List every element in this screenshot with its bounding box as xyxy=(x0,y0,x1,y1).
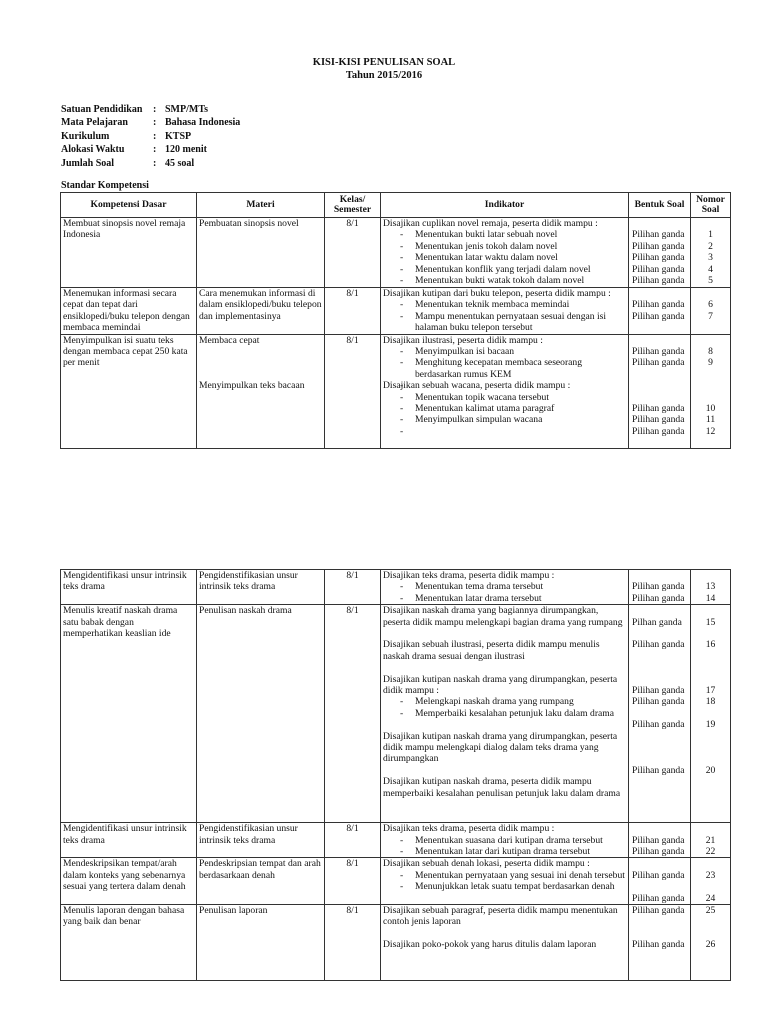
kompetensi-dasar-cell: Mengidentifikasi unsur intrinsik teks drama xyxy=(61,570,197,605)
kompetensi-dasar-cell: Menemukan informasi secara cepat dan tepat dari ensiklopedi/buku telepon dengan membaca memindai xyxy=(61,288,197,335)
kelas-cell: 8/1 xyxy=(325,605,381,823)
materi-cell: Pengidenstifikasian unsur intrinsik teks drama xyxy=(197,570,325,605)
bentuk-soal-cell: Pilhan ganda Pilihan ganda Pilihan ganda Pilihan ganda Pilihan ganda Pilihan ganda xyxy=(629,605,691,823)
list-item: - Menentukan konflik yang terjadi dalam novel xyxy=(383,264,626,275)
indikator-cell: Disajikan sebuah denah lokasi, peserta didik mampu : - Menentukan pernyataan yang sesuai ini denah tersebut - Menunjukkan letak suatu tempat berdasarkan denah xyxy=(381,858,629,905)
header-kelas-semester: Kelas/ Semester xyxy=(325,193,381,218)
nomor-soal-cell: 1 2 3 4 5 xyxy=(691,218,731,288)
list-item: - Menunjukkan letak suatu tempat berdasarkan denah xyxy=(383,881,626,892)
list-item: - Menyimpulkan isi bacaan xyxy=(383,346,626,357)
list-item: - Menentukan latar drama tersebut xyxy=(383,593,626,604)
kisi-kisi-table-page2 xyxy=(60,569,731,981)
kelas-cell: 8/1 xyxy=(325,823,381,858)
materi-cell: Pembuatan sinopsis novel xyxy=(197,218,325,288)
list-item: - Menentukan suasana dari kutipan drama tersebut xyxy=(383,835,626,846)
bentuk-soal-cell: Pilihan ganda Pilihan ganda xyxy=(629,570,691,605)
list-item: - Menentukan jenis tokoh dalam novel xyxy=(383,241,626,252)
identity-row: Satuan Pendidikan : SMP/MTs xyxy=(61,104,208,115)
table-row xyxy=(61,823,731,858)
table-row xyxy=(61,905,731,981)
list-item: - Menentukan bukti latar sebuah novel xyxy=(383,229,626,240)
list-item: - Menyimpulkan simpulan wacana xyxy=(383,414,626,425)
bentuk-soal-cell: Pilihan ganda Pilihan ganda xyxy=(629,288,691,335)
kelas-cell: 8/1 xyxy=(325,905,381,981)
list-item: - Menentukan topik wacana tersebut xyxy=(383,392,626,403)
kompetensi-dasar-cell: Mendeskripsikan tempat/arah dalam konteks yang sebenarnya sesuai yang tertera dalam denah xyxy=(61,858,197,905)
table-row xyxy=(61,605,731,823)
kompetensi-dasar-cell: Menulis laporan dengan bahasa yang baik dan benar xyxy=(61,905,197,981)
indikator-cell: Disajikan cuplikan novel remaja, peserta didik mampu : - Menentukan bukti latar sebuah novel - Menentukan jenis tokoh dalam novel - Menentukan latar waktu dalam novel - Menentukan konflik yang terjadi dalam novel - Menentukan bukti watak tokoh dalam novel xyxy=(381,218,629,288)
bentuk-soal-cell: Pilihan ganda Pilihan ganda xyxy=(629,858,691,905)
kompetensi-dasar-cell: Membuat sinopsis novel remaja Indonesia xyxy=(61,218,197,288)
header-kompetensi-dasar: Kompetensi Dasar xyxy=(61,193,197,218)
materi-cell: Penulisan naskah drama xyxy=(197,605,325,823)
header-nomor-soal: Nomor Soal xyxy=(691,193,731,218)
nomor-soal-cell: 15 16 17 18 19 20 xyxy=(691,605,731,823)
materi-cell: Pendeskripsian tempat dan arah berdasarkaan denah xyxy=(197,858,325,905)
standar-kompetensi-label: Standar Kompetensi xyxy=(61,180,149,191)
table-row xyxy=(61,334,731,448)
bentuk-soal-cell: Pilihan ganda Pilihan ganda Pilihan ganda Pilihan ganda Pilihan ganda xyxy=(629,334,691,448)
bentuk-soal-cell: Pilihan ganda Pilihan ganda Pilihan ganda Pilihan ganda Pilihan ganda xyxy=(629,218,691,288)
bentuk-soal-cell: Pilihan ganda Pilihan ganda xyxy=(629,905,691,981)
indikator-cell: Disajikan kutipan dari buku telepon, peserta didik mampu : - Menentukan teknik membaca memindai - Mampu menentukan pernyataan sesuai dengan isi halaman buku telepon tersebut xyxy=(381,288,629,335)
list-item: - Melengkapi naskah drama yang rumpang xyxy=(383,696,626,707)
kisi-kisi-table-page1 xyxy=(60,192,731,449)
list-item: - Mampu menentukan pernyataan sesuai dengan isi halaman buku telepon tersebut xyxy=(383,311,626,334)
table-row xyxy=(61,570,731,605)
header-bentuk-soal: Bentuk Soal xyxy=(629,193,691,218)
kelas-cell: 8/1 xyxy=(325,288,381,335)
table-header-row xyxy=(61,193,731,218)
nomor-soal-cell: 8 9 10 11 12 xyxy=(691,334,731,448)
list-item: - Menentukan latar dari kutipan drama tersebut xyxy=(383,846,626,857)
nomor-soal-cell: 23 24 xyxy=(691,858,731,905)
table-row xyxy=(61,218,731,288)
bentuk-soal-cell: Pilihan ganda Pilihan ganda xyxy=(629,823,691,858)
indikator-cell: Disajikan ilustrasi, peserta didik mampu : - Menyimpulkan isi bacaan - Menghitung kecepatan membaca seseorang berdasarkan rumus KEM Disajikan sebuah wacana, peserta didik mampu : - Menentukan topik wacana tersebut - Menentukan kalimat utama paragraf - Menyimpulkan simpulan wacana xyxy=(381,334,629,448)
list-item: - Menentukan pernyataan yang sesuai ini denah tersebut xyxy=(383,870,626,881)
kompetensi-dasar-cell: Menulis kreatif naskah drama satu babak dengan memperhatikan keaslian ide xyxy=(61,605,197,823)
indikator-cell: Disajikan teks drama, peserta didik mampu : - Menentukan suasana dari kutipan drama tersebut - Menentukan latar dari kutipan drama tersebut xyxy=(381,823,629,858)
kelas-cell: 8/1 xyxy=(325,858,381,905)
list-item: - Menentukan teknik membaca memindai xyxy=(383,299,626,310)
identity-row: Mata Pelajaran : Bahasa Indonesia xyxy=(61,117,241,129)
list-item: - Menghitung kecepatan membaca seseorang berdasarkan rumus KEM xyxy=(383,357,626,380)
list-item: - Menentukan kalimat utama paragraf xyxy=(383,403,626,414)
kompetensi-dasar-cell: Mengidentifikasi unsur intrinsik teks drama xyxy=(61,823,197,858)
header-materi: Materi xyxy=(197,193,325,218)
kompetensi-dasar-cell: Menyimpulkan isi suatu teks dengan membaca cepat 250 kata per menit xyxy=(61,334,197,448)
materi-cell: Cara menemukan informasi di dalam ensiklopedi/buku telepon dan implementasinya xyxy=(197,288,325,335)
list-item: - Menentukan bukti watak tokoh dalam novel xyxy=(383,275,626,286)
identity-row: Jumlah Soal : 45 soal xyxy=(61,157,195,169)
nomor-soal-cell: 25 26 xyxy=(691,905,731,981)
kelas-cell: 8/1 xyxy=(325,570,381,605)
list-item: - Menentukan latar waktu dalam novel xyxy=(383,252,626,263)
identity-row: Kurikulum : KTSP xyxy=(61,130,192,142)
list-item: - Menentukan tema drama tersebut xyxy=(383,581,626,592)
nomor-soal-cell: 21 22 xyxy=(691,823,731,858)
indikator-cell: Disajikan naskah drama yang bagiannya dirumpangkan, peserta didik mampu melengkapi bagian drama yang rumpang Disajikan sebuah ilustrasi, peserta didik mampu menulis naskah drama sesuai dengan ilustrasi Disajikan kutipan naskah drama yang dirumpangkan, peserta didik mampu : - Melengkapi naskah drama yang rumpang - Memperbaiki kesalahan petunjuk laku dalam drama Disajikan kutipan naskah drama yang dirumpangkan, peserta didik mampu melengkapi dialog dalam teks drama yang dirumpangkan Disajikan kutipan naskah drama, peserta didik mampu memperbaiki kesalahan penulisan petunjuk laku dalam drama xyxy=(381,605,629,823)
indikator-cell: Disajikan teks drama, peserta didik mampu : - Menentukan tema drama tersebut - Menentukan latar drama tersebut xyxy=(381,570,629,605)
kelas-cell: 8/1 xyxy=(325,334,381,448)
materi-cell: Penulisan laporan xyxy=(197,905,325,981)
nomor-soal-cell: 6 7 xyxy=(691,288,731,335)
document-year: Tahun 2015/2016 xyxy=(345,70,423,81)
list-item: - Memperbaiki kesalahan petunjuk laku dalam drama xyxy=(383,708,626,719)
document-title: KISI-KISI PENULISAN SOAL xyxy=(312,57,456,68)
nomor-soal-cell: 13 14 xyxy=(691,570,731,605)
table-row xyxy=(61,858,731,905)
materi-cell: Membaca cepat Menyimpulkan teks bacaan xyxy=(197,334,325,448)
identity-row: Alokasi Waktu : 120 menit xyxy=(61,144,207,156)
table-row xyxy=(61,288,731,335)
header-indikator: Indikator xyxy=(381,193,629,218)
identity-block xyxy=(61,104,240,171)
kelas-cell: 8/1 xyxy=(325,218,381,288)
indikator-cell: Disajikan sebuah paragraf, peserta didik mampu menentukan contoh jenis laporan Disajikan poko-pokok yang harus ditulis dalam laporan xyxy=(381,905,629,981)
materi-cell: Pengidenstifikasian unsur intrinsik teks drama xyxy=(197,823,325,858)
